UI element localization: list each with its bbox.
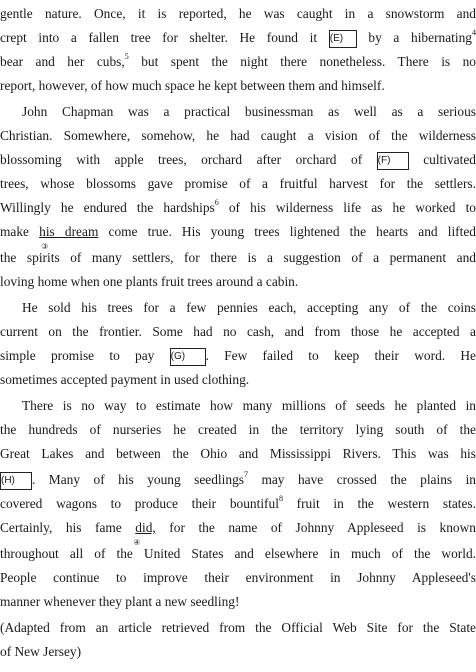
text-line: the hundreds of nurseries he created in the territory lying south of the xyxy=(0,422,476,437)
footnote-5: 5 xyxy=(124,52,129,61)
text-line: covered wagons to produce their bountiful$^8$ fruit in the western states. xyxy=(0,494,476,511)
text-line: trees, whose blossoms gave promise of a fruitful harvest for the settlers. xyxy=(0,176,476,191)
blank-box-h: (H) xyxy=(0,472,32,490)
text-line: There is no way to estimate how many millions of seeds he planted in xyxy=(22,398,476,413)
source-citation-line: of New Jersey) xyxy=(0,644,82,659)
text-line: sometimes accepted payment in used clothing. xyxy=(0,372,250,387)
text-line: manner whenever they plant a new seedling! xyxy=(0,594,240,609)
text-line: bear and her cubs,$^5$ but spent the night there nonetheless. There is no xyxy=(0,52,476,69)
source-citation-line: (Adapted from an article retrieved from the Official Web Site for the State xyxy=(0,620,476,635)
footnote-8: 8 xyxy=(278,494,283,503)
text-line: current on the frontier. Some had no cash, and from those he accepted a xyxy=(0,324,476,339)
text-line: loving home when one plants fruit trees around a cabin. xyxy=(0,274,299,289)
underlined-word-4: did, ④ xyxy=(133,520,156,547)
footnote-4: 4 xyxy=(472,28,476,37)
blank-box-e: (E) xyxy=(329,30,357,48)
underlined-phrase-3: his dream ③ xyxy=(39,224,99,251)
text-line: simple promise to pay (G) . Few failed to keep their word. He xyxy=(0,345,476,367)
marker-3: ③ xyxy=(41,242,49,251)
text-line: gentle nature. Once, it is reported, he was caught in a snowstorm and xyxy=(0,6,476,21)
text-line: Christian. Somewhere, somehow, he had caught a vision of the wilderness xyxy=(0,128,476,143)
blank-box-f: (F) xyxy=(377,152,409,170)
text-line: report, however, of how much space he kept between them and himself. xyxy=(0,78,385,93)
text-line: Great Lakes and between the Ohio and Mississippi Rivers. This was his xyxy=(0,446,476,461)
text-line: People continue to improve their environment in Johnny Appleseed's xyxy=(0,570,476,585)
text-line: He sold his trees for a few pennies each, accepting any of the coins xyxy=(22,300,476,315)
marker-4: ④ xyxy=(133,538,141,547)
text-line: crept into a fallen tree for shelter. He found it (E) by a hibernating$^4$ xyxy=(0,27,476,49)
text-line: John Chapman was a practical businessman as well as a serious xyxy=(22,104,476,119)
text-line: Willingly he endured the hardships$^6$ of his wilderness life as he worked to xyxy=(0,198,476,215)
footnote-7: 7 xyxy=(243,470,248,479)
blank-box-g: (G) xyxy=(170,348,206,366)
text-line: (H) . Many of his young seedlings$^7$ may have crossed the plains in xyxy=(0,469,476,491)
text-line: the spirits of many settlers, for there is a suggestion of a permanent and xyxy=(0,250,476,265)
footnote-6: 6 xyxy=(214,198,219,207)
text-line: Certainly, his fame did, ④ for the name of Johnny Appleseed is known xyxy=(0,520,476,547)
text-line: blossoming with apple trees, orchard after orchard of (F) cultivated xyxy=(0,149,476,171)
text-line: make his dream ③ come true. His young trees lightened the hearts and lifted xyxy=(0,224,476,251)
text-line: throughout all of the United States and elsewhere in much of the world. xyxy=(0,546,476,561)
